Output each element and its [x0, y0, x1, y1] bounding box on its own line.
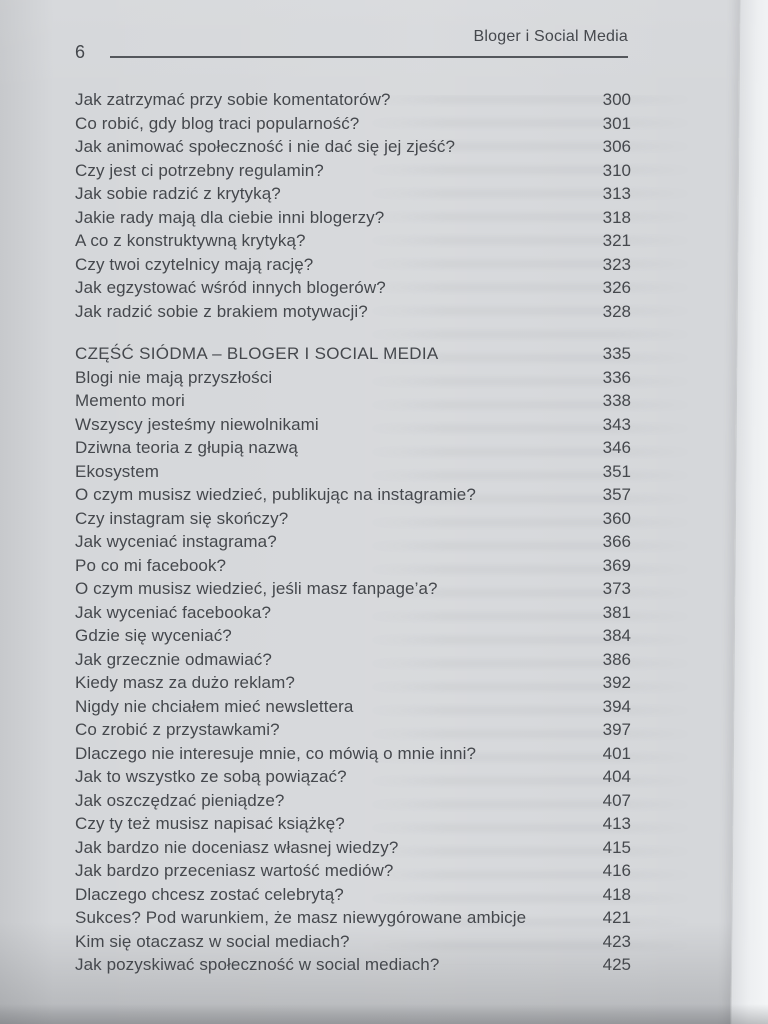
toc-entry-page: 381: [602, 602, 631, 622]
toc-entry-page: 343: [602, 414, 631, 434]
toc-entry-page: 401: [602, 743, 631, 763]
toc-entry-title: Czy ty też musisz napisać książkę?: [75, 814, 345, 833]
toc-entry-title: Jak grzecznie odmawiać?: [75, 649, 272, 669]
toc-entry-title: Memento mori: [75, 391, 185, 410]
toc-entry-page: 336: [602, 367, 631, 387]
toc-entry-title: Czy twoi czytelnicy mają rację?: [75, 254, 314, 274]
toc-entry: [75, 838, 631, 862]
toc-entry-page: 313: [602, 184, 631, 203]
toc-entry-page: 346: [602, 438, 631, 457]
toc-entry-page: 386: [602, 649, 631, 669]
toc-entry: [75, 744, 631, 768]
toc-entry: [75, 814, 631, 838]
toc-section: [75, 90, 631, 325]
toc-entry-page: 306: [602, 137, 631, 156]
toc-entry: [75, 767, 631, 791]
page-edge-strip: [730, 0, 768, 1024]
toc-entry: [75, 626, 631, 650]
toc-list: [75, 90, 631, 979]
toc-entry: [75, 415, 631, 439]
toc-entry-title: Ekosystem: [75, 461, 160, 481]
toc-entry-title: Wszyscy jesteśmy niewolnikami: [75, 414, 319, 434]
toc-entry: [75, 231, 631, 255]
toc-entry-title: CZĘŚĆ SIÓDMA – BLOGER I SOCIAL MEDIA: [75, 344, 439, 363]
toc-entry-title: Co zrobić z przystawkami?: [75, 720, 280, 739]
toc-entry-page: 351: [602, 461, 631, 481]
toc-entry-title: Jak to wszystko ze sobą powiązać?: [75, 767, 347, 786]
toc-entry-title: Nigdy nie chciałem mieć newslettera: [75, 696, 354, 716]
toc-entry: [75, 579, 631, 603]
toc-entry-title: Jak wyceniać instagrama?: [75, 532, 277, 551]
toc-entry-page: 384: [602, 626, 631, 645]
toc-entry-page: 413: [602, 814, 631, 833]
toc-entry-title: Jakie rady mają dla ciebie inni blogerzy?: [75, 207, 385, 227]
toc-entry-page: 301: [602, 113, 631, 133]
toc-entry-title: Po co mi facebook?: [75, 555, 227, 575]
toc-entry-page: 415: [602, 837, 631, 857]
toc-entry-page: 310: [602, 160, 631, 180]
toc-entry-page: 394: [602, 696, 631, 716]
toc-section-heading: [75, 344, 631, 368]
toc-entry: [75, 720, 631, 744]
toc-entry: [75, 791, 631, 815]
toc-entry-page: 407: [602, 790, 631, 810]
toc-section: [75, 344, 631, 979]
toc-entry-title: Czy instagram się skończy?: [75, 508, 289, 528]
toc-entry-title: O czym musisz wiedzieć, publikując na instagramie?: [75, 485, 476, 504]
toc-entry-page: 397: [602, 720, 631, 739]
toc-entry-page: 423: [602, 931, 631, 951]
page-number-folio: 6: [75, 42, 86, 62]
toc-entry-page: 357: [602, 485, 631, 504]
toc-entry-page: 338: [602, 391, 631, 410]
toc-entry-page: 323: [602, 254, 631, 274]
toc-entry-page: 369: [602, 555, 631, 575]
toc-entry: [75, 556, 631, 580]
toc-entry: [75, 438, 631, 462]
toc-entry-title: Jak pozyskiwać społeczność w social mediach?: [75, 955, 440, 974]
toc-entry-title: Czy jest ci potrzebny regulamin?: [75, 160, 324, 180]
toc-entry-title: Jak animować społeczność i nie dać się jej zjeść?: [75, 137, 456, 156]
toc-entry-title: Jak oszczędzać pieniądze?: [75, 790, 285, 810]
toc-entry-title: Dlaczego nie interesuje mnie, co mówią o mnie inni?: [75, 743, 477, 763]
toc-entry-page: 326: [602, 278, 631, 297]
toc-entry-title: Blogi nie mają przyszłości: [75, 367, 273, 387]
toc-entry-title: Dziwna teoria z głupią nazwą: [75, 438, 298, 457]
toc-entry-title: Kim się otaczasz w social mediach?: [75, 931, 350, 951]
toc-entry: [75, 90, 631, 114]
toc-entry: [75, 955, 631, 979]
toc-entry-page: 404: [602, 767, 631, 786]
toc-entry: [75, 462, 631, 486]
toc-entry-page: 300: [602, 90, 631, 109]
toc-entry-page: 373: [602, 579, 631, 598]
toc-entry: [75, 114, 631, 138]
toc-entry: [75, 861, 631, 885]
toc-entry-page: 360: [602, 508, 631, 528]
toc-entry: [75, 184, 631, 208]
toc-entry: [75, 208, 631, 232]
toc-entry: [75, 932, 631, 956]
toc-entry-page: 328: [602, 301, 631, 321]
toc-entry-page: 421: [602, 908, 631, 927]
toc-entry: [75, 509, 631, 533]
toc-entry: [75, 485, 631, 509]
toc-entry: [75, 650, 631, 674]
toc-entry: [75, 885, 631, 909]
toc-entry: [75, 137, 631, 161]
toc-entry: [75, 697, 631, 721]
toc-entry-page: 366: [602, 532, 631, 551]
toc-entry: [75, 673, 631, 697]
toc-entry-page: 425: [602, 955, 631, 974]
toc-entry-title: A co z konstruktywną krytyką?: [75, 231, 306, 250]
header-rule: [110, 56, 628, 58]
toc-entry-title: O czym musisz wiedzieć, jeśli masz fanpage’a?: [75, 579, 438, 598]
toc-entry: [75, 532, 631, 556]
toc-entry-page: 418: [602, 884, 631, 904]
toc-entry-page: 321: [602, 231, 631, 250]
toc-entry-title: Jak zatrzymać przy sobie komentatorów?: [75, 90, 391, 109]
toc-entry-title: Dlaczego chcesz zostać celebrytą?: [75, 884, 344, 904]
toc-entry: [75, 391, 631, 415]
toc-entry: [75, 603, 631, 627]
toc-entry-title: Sukces? Pod warunkiem, że masz niewygórowane ambicje: [75, 908, 527, 927]
toc-entry-title: Jak radzić sobie z brakiem motywacji?: [75, 301, 368, 321]
page-bottom-shadow: [0, 1004, 768, 1024]
toc-entry: [75, 368, 631, 392]
toc-entry-title: Jak bardzo przeceniasz wartość mediów?: [75, 861, 394, 880]
toc-entry-title: Jak bardzo nie doceniasz własnej wiedzy?: [75, 837, 399, 857]
toc-entry-page: 318: [602, 207, 631, 227]
toc-entry: [75, 908, 631, 932]
toc-entry-title: Jak egzystować wśród innych blogerów?: [75, 278, 386, 297]
toc-entry-page: 416: [602, 861, 631, 880]
running-header-title: Bloger i Social Media: [473, 28, 628, 45]
toc-entry: [75, 161, 631, 185]
toc-entry-title: Kiedy masz za dużo reklam?: [75, 673, 295, 692]
toc-entry: [75, 278, 631, 302]
toc-entry-title: Gdzie się wyceniać?: [75, 626, 232, 645]
toc-entry: [75, 255, 631, 279]
toc-entry-title: Jak sobie radzić z krytyką?: [75, 184, 281, 203]
toc-entry-title: Co robić, gdy blog traci popularność?: [75, 113, 360, 133]
toc-entry: [75, 302, 631, 326]
toc-entry-title: Jak wyceniać facebooka?: [75, 602, 272, 622]
toc-entry-page: 335: [602, 344, 631, 363]
toc-entry-page: 392: [602, 673, 631, 692]
